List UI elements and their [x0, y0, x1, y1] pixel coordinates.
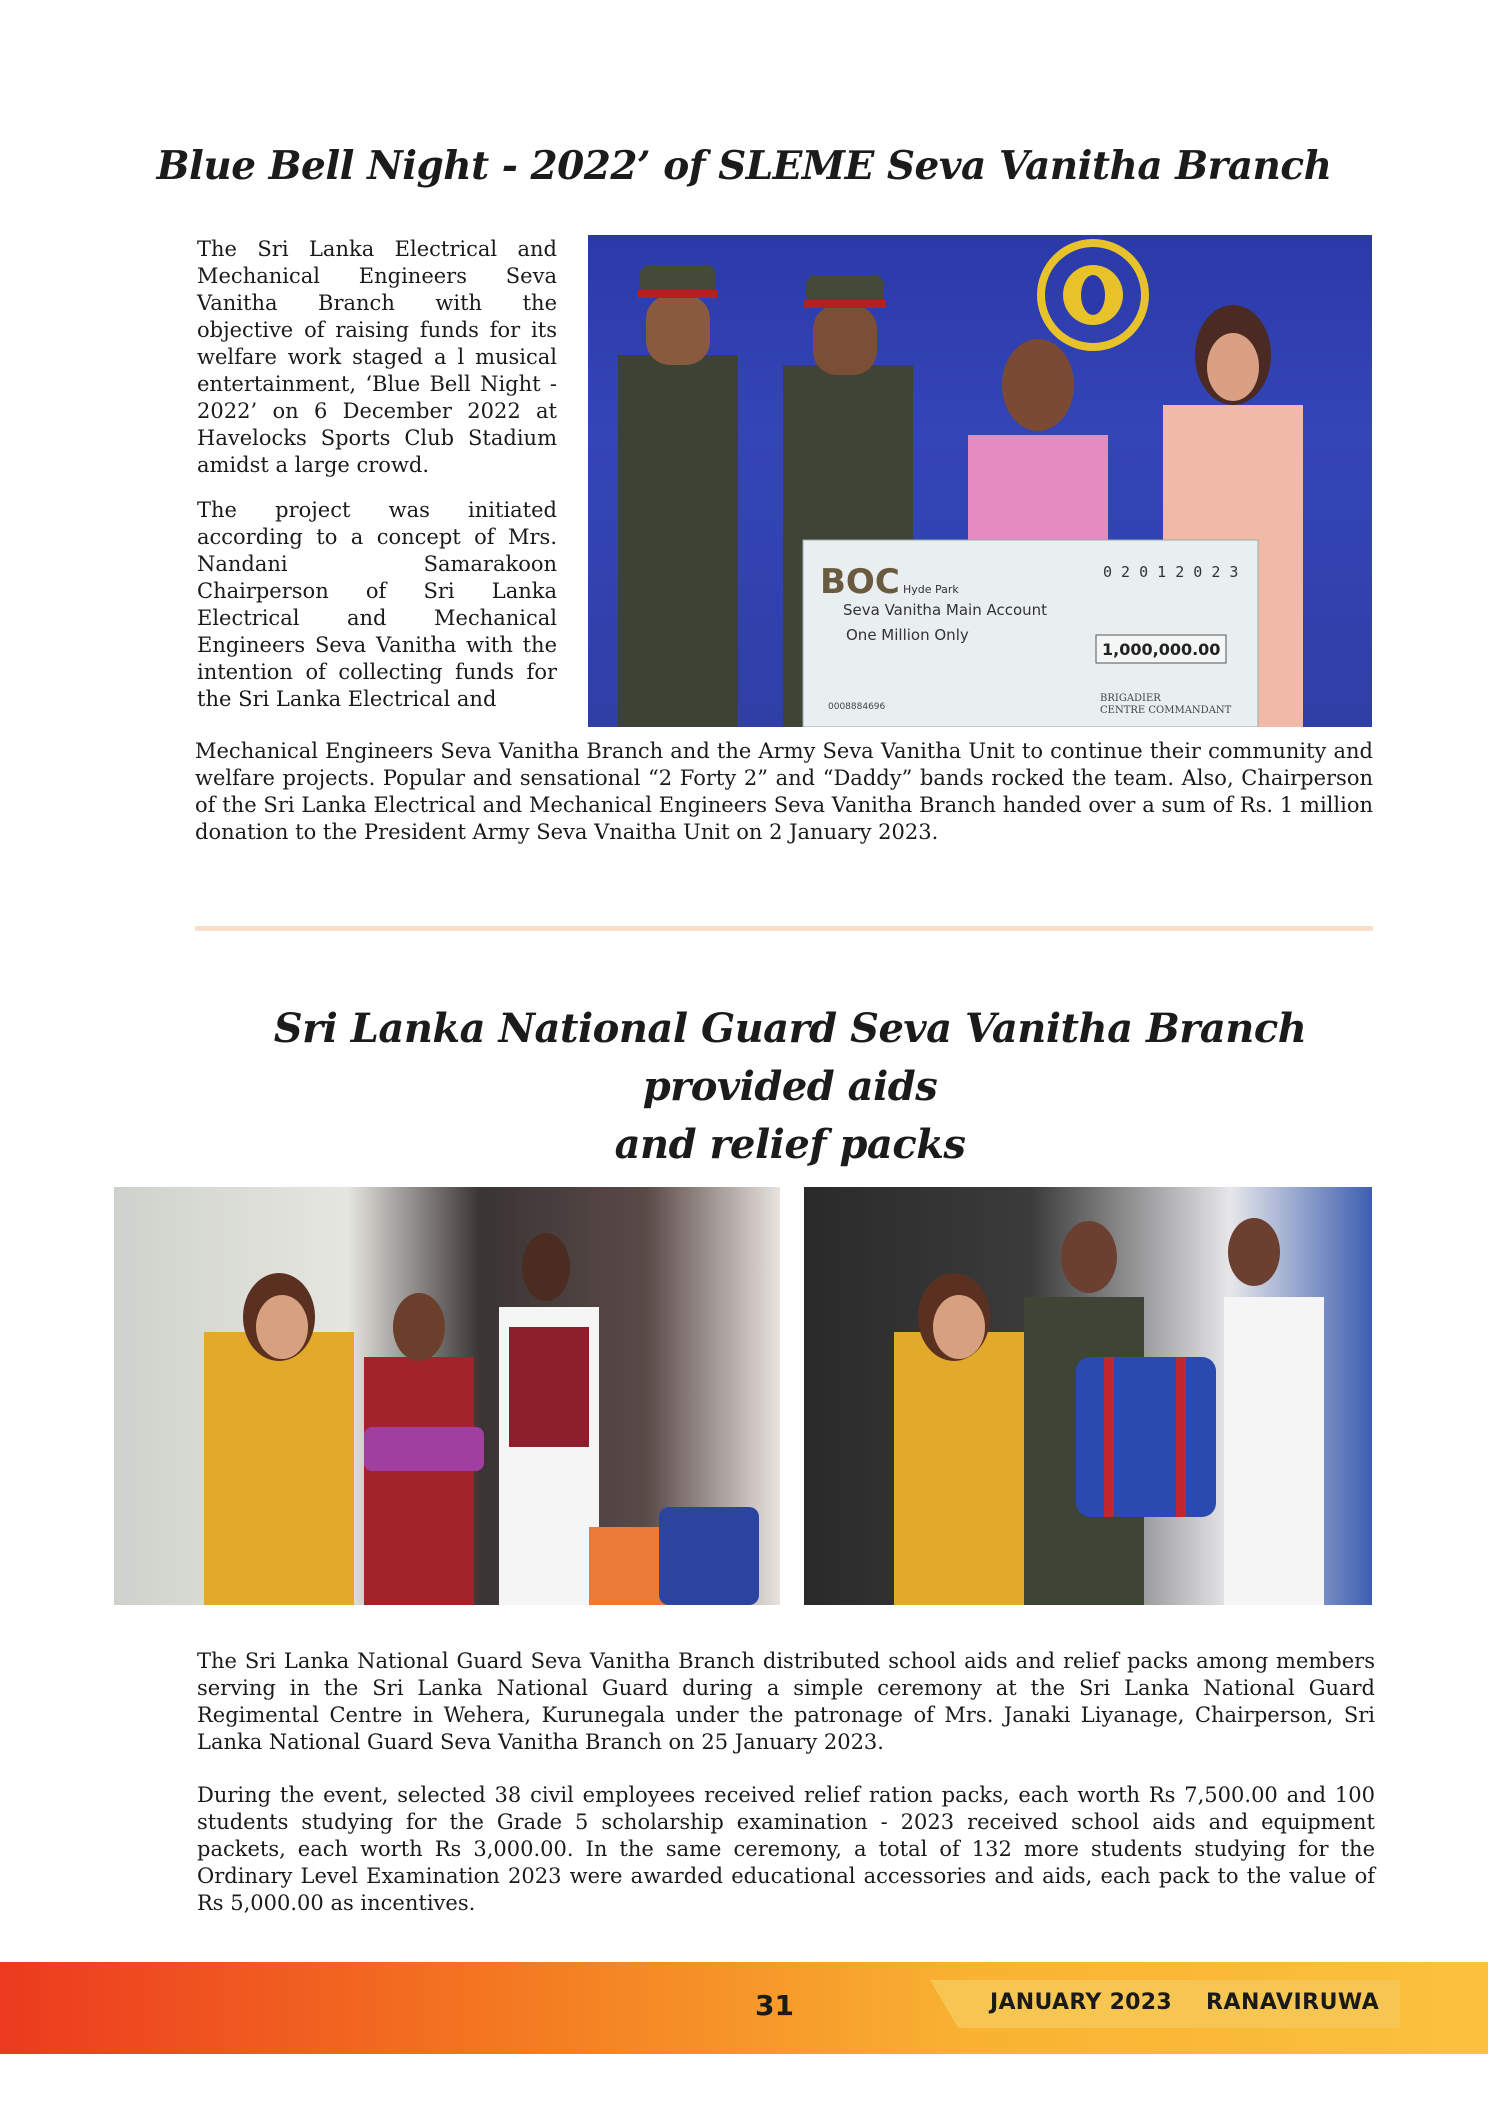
cheque-date: 0 2 0 1 2 0 2 3	[1103, 563, 1239, 581]
cheque-signatory-title: CENTRE COMMANDANT	[1100, 705, 1232, 716]
relief-pack-handover-photo	[804, 1187, 1372, 1605]
page-number: 31	[755, 1989, 794, 2022]
article-1-title: Blue Bell Night - 2022’ of SLEME Seva Vanitha Branch	[156, 143, 1332, 189]
article-1-paragraph-3: Mechanical Engineers Seva Vanitha Branch and the Army Seva Vanitha Unit to continue their community and welfare projects. Popular and sensational “2 Forty 2” and “Daddy” bands rocked the team. Also, Chairperson of the Sri Lanka Electrical and Mechanical Engineers Seva Vanitha Branch handed over a sum of Rs. 1 million donation to the President Army Seva Vnaitha Unit on 2 January 2023.	[195, 739, 1373, 844]
cheque-amount-words: One Million Only	[846, 626, 969, 644]
article-1-paragraph-2: The project was initiated according to a concept of Mrs. Nandani Samarakoon Chairperson of Sri Lanka Electrical and Mechanical Engineers Seva Vanitha with the intention of collecting funds for the Sri Lanka Electrical and	[197, 498, 557, 711]
magazine-name: RANAVIRUWA	[1206, 1990, 1380, 2015]
issue-date: JANUARY 2023	[990, 1990, 1172, 2015]
cheque-amount: 1,000,000.00	[1102, 640, 1221, 659]
cheque-branch: Hyde Park	[903, 583, 959, 596]
article-1-paragraph-1: The Sri Lanka Electrical and Mechanical Engineers Seva Vanitha Branch with the objective of raising funds for its welfare work staged a l musical entertainment, ‘Blue Bell Night - 2022’ on 6 December 2022 at Havelocks Sports Club Stadium amidst a large crowd.	[197, 237, 557, 477]
article-2-paragraph-1: The Sri Lanka National Guard Seva Vanitha Branch distributed school aids and relief packs among members serving in the Sri Lanka National Guard during a simple ceremony at the Sri Lanka National Guard Regimental Centre in Wehera, Kurunegala under the patronage of Mrs. Janaki Liyanage, Chairperson, Sri Lanka National Guard Seva Vanitha Branch on 25 January 2023.	[197, 1649, 1375, 1754]
article-2-paragraph-2: During the event, selected 38 civil employees received relief ration packs, each worth Rs 7,500.00 and 100 students studying for the Grade 5 scholarship examination - 2023 received school aids and equipment packets, each worth Rs 3,000.00. In the same ceremony, a total of 132 more students studying for the Ordinary Level Examination 2023 were awarded educational accessories and aids, each pack to the value of Rs 5,000.00 as incentives.	[197, 1783, 1375, 1915]
cheque-payee: Seva Vanitha Main Account	[843, 601, 1048, 619]
article-2-title-line-2: and relief packs	[614, 1121, 966, 1168]
school-aids-handover-photo	[114, 1187, 780, 1605]
article-2-title	[190, 1000, 1390, 1174]
cheque-presentation-photo	[588, 235, 1372, 727]
cheque-signatory: BRIGADIER	[1100, 693, 1161, 704]
section-divider	[195, 926, 1373, 931]
cheque-bank-logo: BOC	[820, 562, 900, 602]
cheque-number: 0008884696	[828, 702, 886, 712]
article-2-title-line-1: Sri Lanka National Guard Seva Vanitha Branch provided aids	[273, 1005, 1307, 1110]
